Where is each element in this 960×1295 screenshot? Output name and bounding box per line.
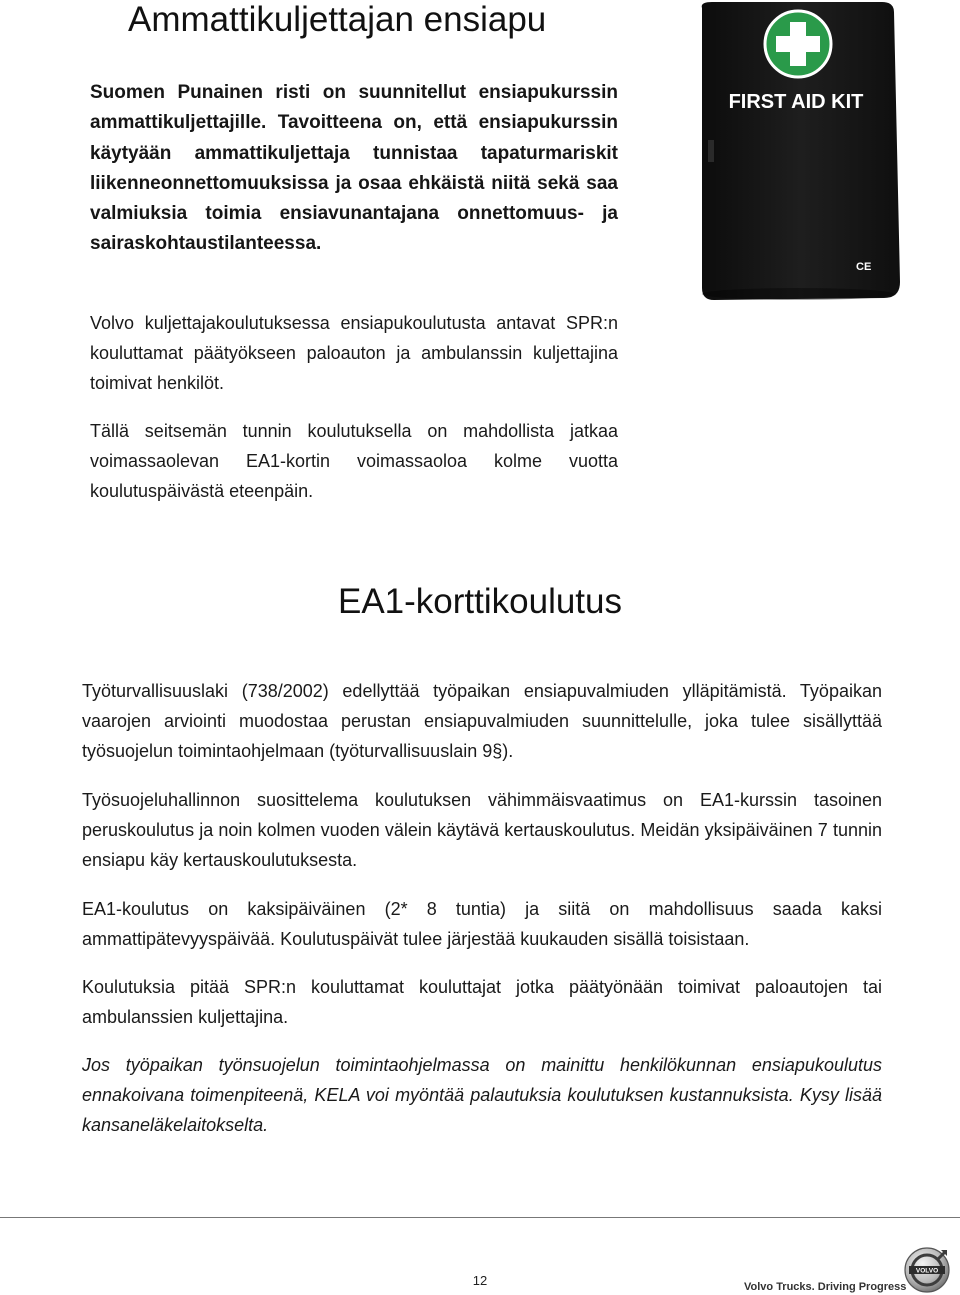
kela-paragraph: Jos työpaikan työnsuojelun toimintaohjelmassa on mainittu henkilökunnan ensiapukoulutus ennakoivana toimenpiteenä, KELA voi myöntää palautuksia koulutuksen kustannuksista. Kysy lisää kansaneläkelaitokselta. [82, 1055, 882, 1135]
volvo-logo-icon [903, 1246, 951, 1294]
trainers-paragraph: Koulutuksia pitää SPR:n kouluttamat kouluttajat jotka päätyönään toimivat paloautojen tai ambulanssien kuljettajina. [82, 977, 882, 1027]
intro-paragraph: Suomen Punainen risti on suunnitellut ensiapukurssin ammattikuljettajille. Tavoitteena on, että ensiapukurssin käytyään ammattikuljettaja tunnistaa tapaturmariskit liikenneonnettomuuksissa ja osaa ehkäistä niitä sekä saa valmiuksia toimia ensiavunantajana onnettomuus- ja sairaskohtaustilanteessa. [90, 82, 618, 255]
recommendation-paragraph: Työsuojeluhallinnon suosittelema koulutuksen vähimmäisvaatimus on EA1-kurssin tasoinen peruskoulutus ja noin kolmen vuoden välein käytävä kertauskoulutus. Meidän yksipäiväinen 7 tunnin ensiapu käy kertauskoulutuksesta. [82, 790, 882, 870]
ce-mark: CE [856, 261, 872, 273]
first-aid-kit-image [688, 0, 902, 302]
ea1-course-paragraph: EA1-koulutus on kaksipäiväinen (2* 8 tuntia) ja siitä on mahdollisuus saada kaksi ammattipätevyyspäivää. Koulutuspäivät tulee järjestää kuukauden sisällä toisistaan. [82, 899, 882, 949]
page-number: 12 [472, 1273, 488, 1288]
law-paragraph: Työturvallisuuslaki (738/2002) edellyttää työpaikan ensiapuvalmiuden ylläpitämistä. Työpaikan vaarojen arviointi muodostaa perustan ensiapuvalmiuden suunnittelulle, joka tulee sisällyttää työsuojelun toimintaohjelmaan (työturvallisuuslain 9§). [82, 681, 882, 761]
seven-hour-course-paragraph: Tällä seitsemän tunnin koulutuksella on mahdollista jatkaa voimassaolevan EA1-kortin voimassaoloa kolme vuotta koulutuspäivästä eteenpäin. [90, 421, 618, 501]
footer-divider [0, 1217, 960, 1218]
page-title: Ammattikuljettajan ensiapu [128, 0, 547, 39]
kit-label-text: FIRST AID KIT [728, 91, 864, 113]
brand-tagline: Volvo Trucks. Driving Progress [744, 1281, 907, 1293]
volvo-logo-text: VOLVO [915, 1267, 939, 1275]
volvo-training-paragraph: Volvo kuljettajakoulutuksessa ensiapukoulutusta antavat SPR:n kouluttamat päätyökseen paloauton ja ambulanssin kuljettajina toimivat henkilöt. [90, 313, 618, 393]
green-cross-emblem [765, 11, 831, 77]
section-heading: EA1-korttikoulutus [337, 582, 623, 621]
